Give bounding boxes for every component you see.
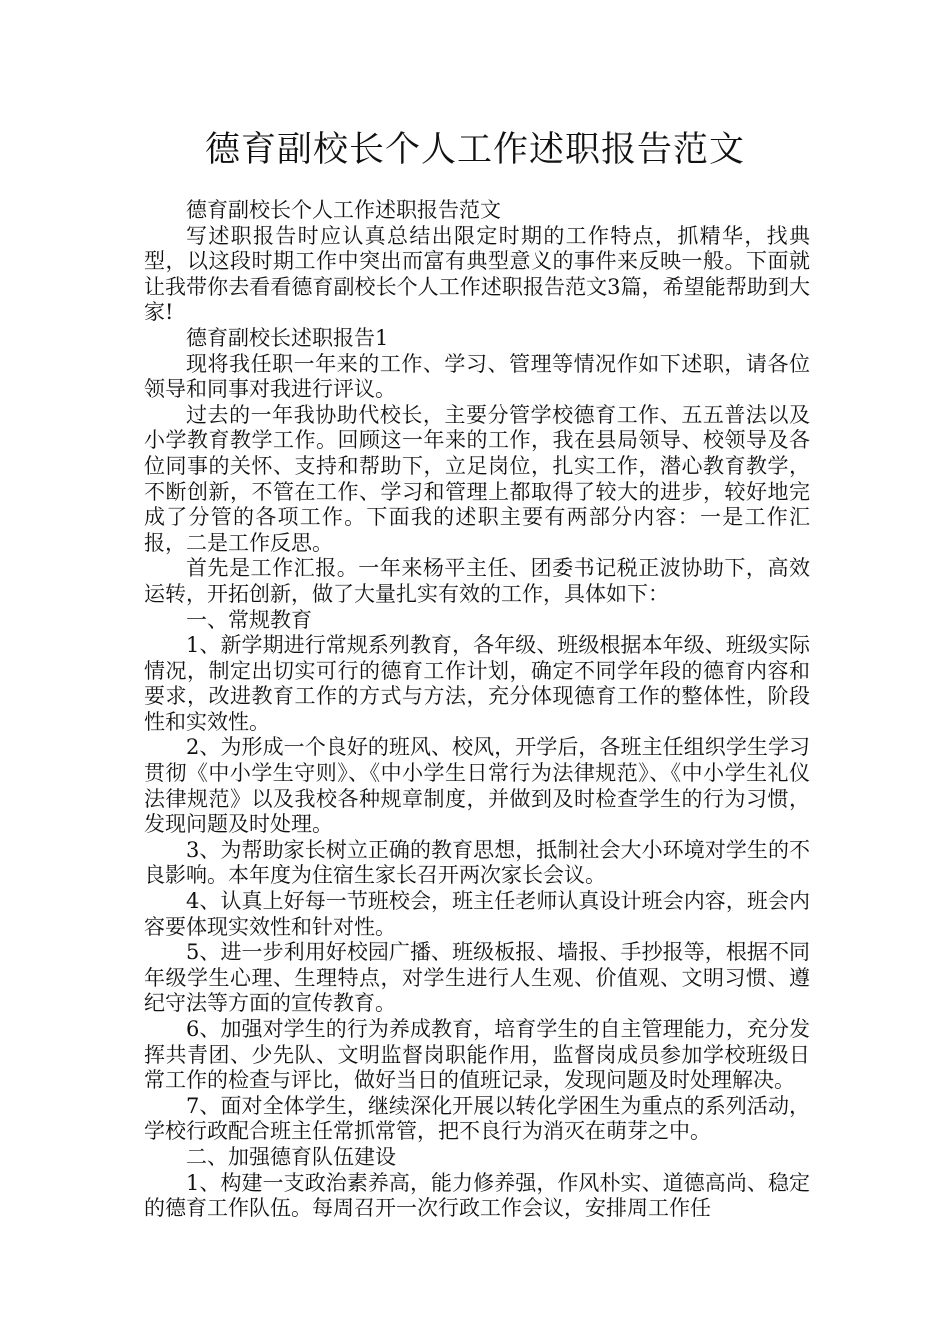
paragraph: 2、为形成一个良好的班风、校风，开学后，各班主任组织学生学习贯彻《中小学生守则》、《中小学生日常行为法律规范》、《中小学生礼仪法律规范》以及我校各种规章制度，并做到及时检查学生的行为习惯，发现问题及时处理。 [144, 735, 810, 837]
paragraph: 6、加强对学生的行为养成教育，培育学生的自主管理能力，充分发挥共青团、少先队、文明监督岗职能作用，监督岗成员参加学校班级日常工作的检查与评比，做好当日的值班记录，发现问题及时处理解决。 [144, 1017, 810, 1093]
paragraph: 德育副校长个人工作述职报告范文 [186, 198, 501, 222]
section-heading: 二、加强德育队伍建设 [186, 1144, 396, 1169]
paragraph: 写述职报告时应认真总结出限定时期的工作特点，抓精华，找典型，以这段时期工作中突出而富有典型意义的事件来反映一般。下面就让我带你去看看德育副校长个人工作述职报告范文3篇，希望能帮助到大家! [144, 223, 810, 325]
paragraph: 3、为帮助家长树立正确的教育思想，抵制社会大小环境对学生的不良影响。本年度为住宿生家长召开两次家长会议。 [144, 837, 810, 888]
paragraph: 5、进一步利用好校园广播、班级板报、墙报、手抄报等，根据不同年级学生心理、生理特点，对学生进行人生观、价值观、文明习惯、遵纪守法等方面的宣传教育。 [144, 940, 810, 1016]
paragraph: 1、新学期进行常规系列教育，各年级、班级根据本年级、班级实际情况，制定出切实可行的德育工作计划，确定不同学年段的德育内容和要求，改进教育工作的方式与方法，充分体现德育工作的整体性，阶段性和实效性。 [144, 633, 810, 734]
paragraph: 首先是工作汇报。一年来杨平主任、团委书记税正波协助下，高效运转，开拓创新，做了大量扎实有效的工作，具体如下： [144, 556, 810, 606]
paragraph: 过去的一年我协助代校长，主要分管学校德育工作、五五普法以及小学教育教学工作。回顾这一年来的工作，我在县局领导、校领导及各位同事的关怀、支持和帮助下，立足岗位，扎实工作，潜心教育教学，不断创新，不管在工作、学习和管理上都取得了较大的进步，较好地完成了分管的各项工作。下面我的述职主要有两部分内容：一是工作汇报，二是工作反思。 [144, 402, 810, 555]
section-heading: 一、常规教育 [186, 607, 312, 632]
paragraph: 现将我任职一年来的工作、学习、管理等情况作如下述职，请各位领导和同事对我进行评议。 [144, 351, 810, 402]
document-body [144, 198, 810, 1222]
paragraph: 1、构建一支政治素养高，能力修养强，作风朴实、道德高尚、稳定的德育工作队伍。每周召开一次行政工作会议，安排周工作任 [144, 1170, 810, 1221]
document-title: 德育副校长个人工作述职报告范文 [204, 130, 745, 170]
paragraph: 4、认真上好每一节班校会，班主任老师认真设计班会内容，班会内容要体现实效性和针对性。 [144, 889, 810, 939]
paragraph: 德育副校长述职报告1 [186, 325, 389, 350]
paragraph: 7、面对全体学生，继续深化开展以转化学困生为重点的系列活动，学校行政配合班主任常抓常管，把不良行为消灭在萌芽之中。 [144, 1093, 810, 1144]
